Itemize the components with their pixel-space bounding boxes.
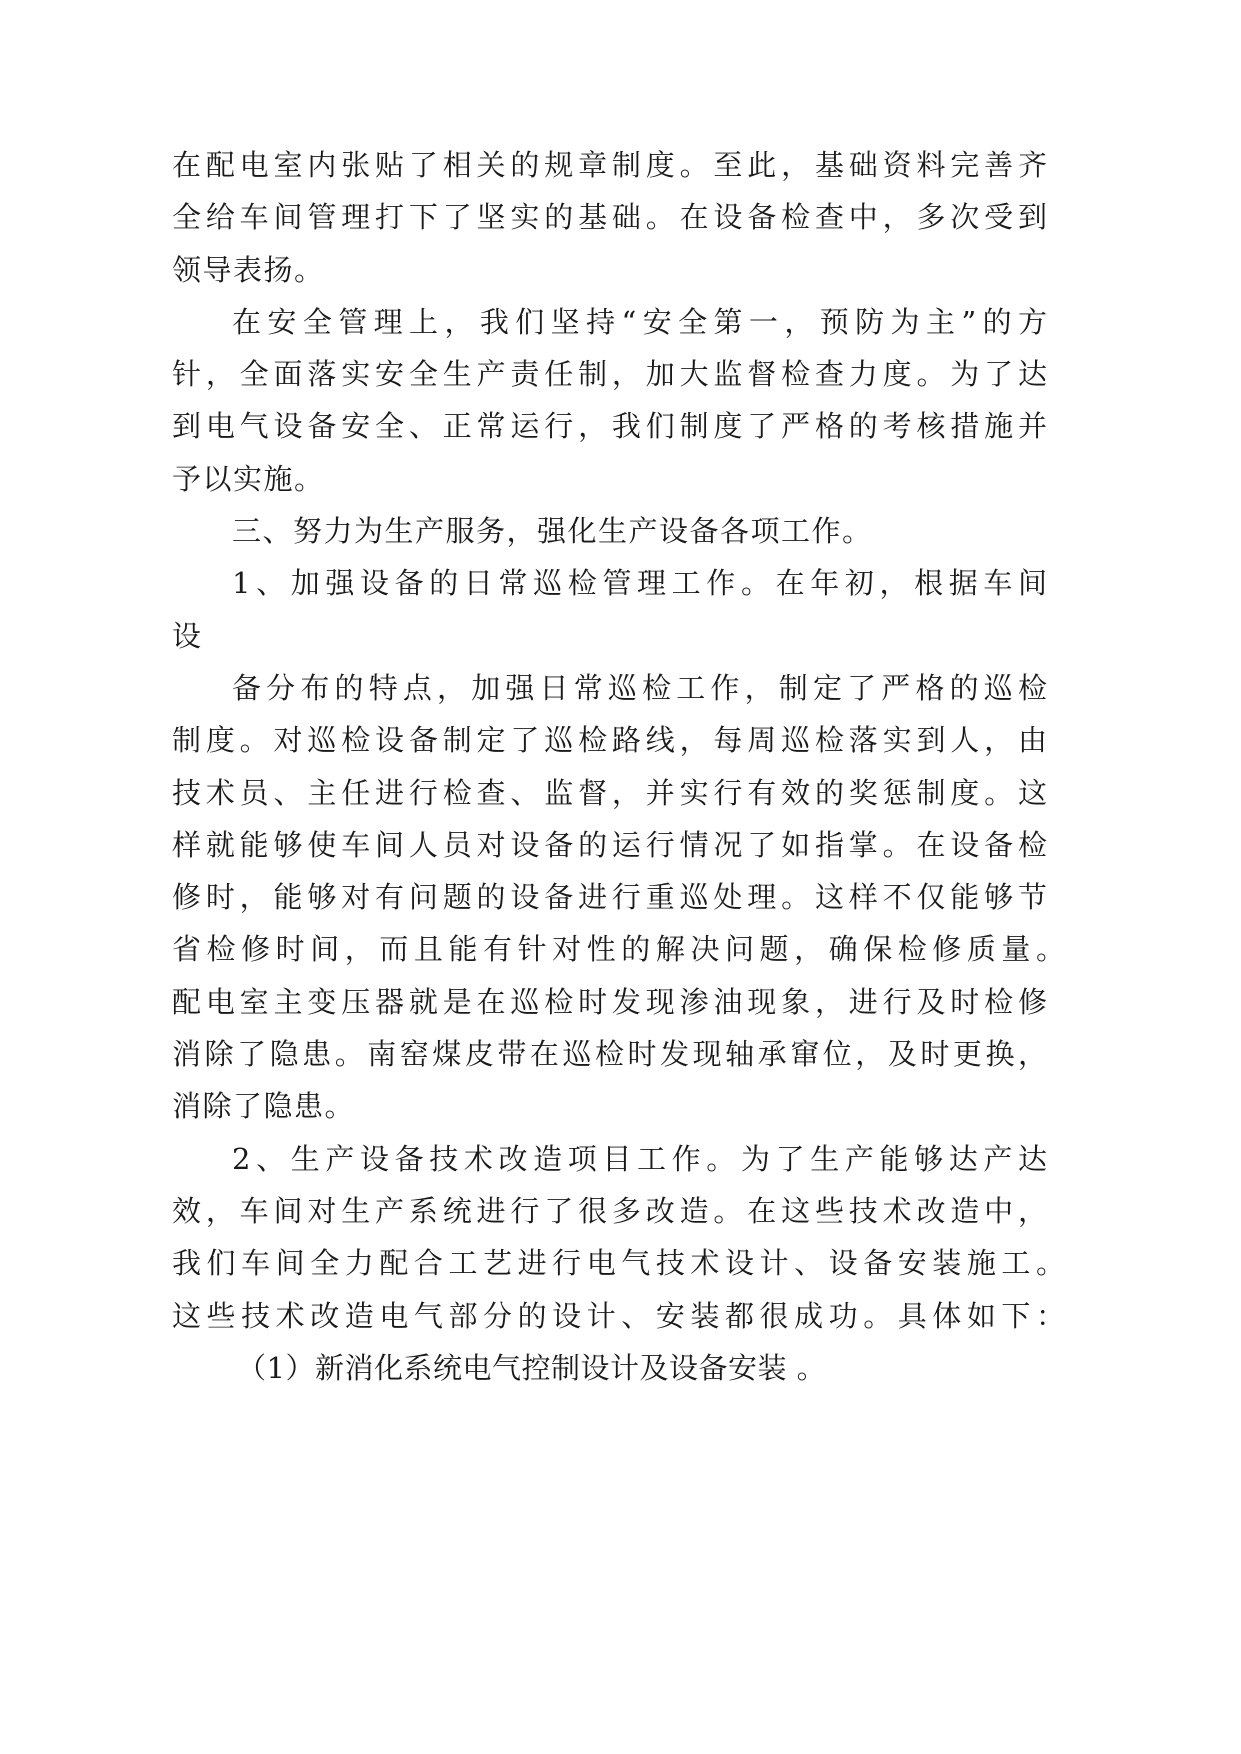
text-line: 省检修时间，而且能有针对性的解决问题，确保检修质量。 xyxy=(172,932,1065,967)
text-line: 我们车间全力配合工艺进行电气技术设计、设备安装施工。 xyxy=(172,1246,1065,1281)
text-line: 全给车间管理打下了坚实的基础。在设备检查中，多次受到 xyxy=(172,200,1047,235)
text-line: 到电气设备安全、正常运行，我们制度了严格的考核措施并 xyxy=(172,409,1047,444)
text-line: 效，车间对生产系统进行了很多改造。在这些技术改造中， xyxy=(172,1193,1047,1228)
text-line: 备分布的特点，加强日常巡检工作，制定了严格的巡检 xyxy=(232,670,1047,705)
text-line: 样就能够使车间人员对设备的运行情况了如指掌。在设备检 xyxy=(172,827,1047,862)
text-line: 修时，能够对有问题的设备进行重巡处理。这样不仅能够节 xyxy=(172,880,1047,915)
text-line: 领导表扬。 xyxy=(172,252,325,287)
text-line: 2、生产设备技术改造项目工作。为了生产能够达产达 xyxy=(232,1141,1047,1176)
text-line: 消除了隐患。 xyxy=(172,1089,356,1124)
text-line: 设 xyxy=(172,618,203,653)
section-heading: 三、努力为生产服务，强化生产设备各项工作。 xyxy=(232,514,873,549)
text-line: 1、加强设备的日常巡检管理工作。在年初，根据车间 xyxy=(232,566,1047,601)
text-line: 制度。对巡检设备制定了巡检路线，每周巡检落实到人，由 xyxy=(172,723,1047,758)
text-line: 消除了隐患。南窑煤皮带在巡检时发现轴承窜位，及时更换， xyxy=(172,1037,1047,1072)
list-item: （1）新消化系统电气控制设计及设备安装 。 xyxy=(237,1350,827,1385)
text-line: 配电室主变压器就是在巡检时发现渗油现象，进行及时检修 xyxy=(172,984,1047,1019)
text-line: 在配电室内张贴了相关的规章制度。至此，基础资料完善齐 xyxy=(172,148,1047,182)
document-body xyxy=(172,139,1065,1394)
text-line: 这些技术改造电气部分的设计、安装都很成功。具体如下： xyxy=(172,1298,1065,1333)
text-line: 针，全面落实安全生产责任制，加大监督检查力度。为了达 xyxy=(172,357,1047,392)
text-line: 在安全管理上，我们坚持“安全第一，预防为主”的方 xyxy=(232,304,1047,339)
text-line: 技术员、主任进行检查、监督，并实行有效的奖惩制度。这 xyxy=(172,775,1047,810)
text-line: 予以实施。 xyxy=(172,461,325,496)
